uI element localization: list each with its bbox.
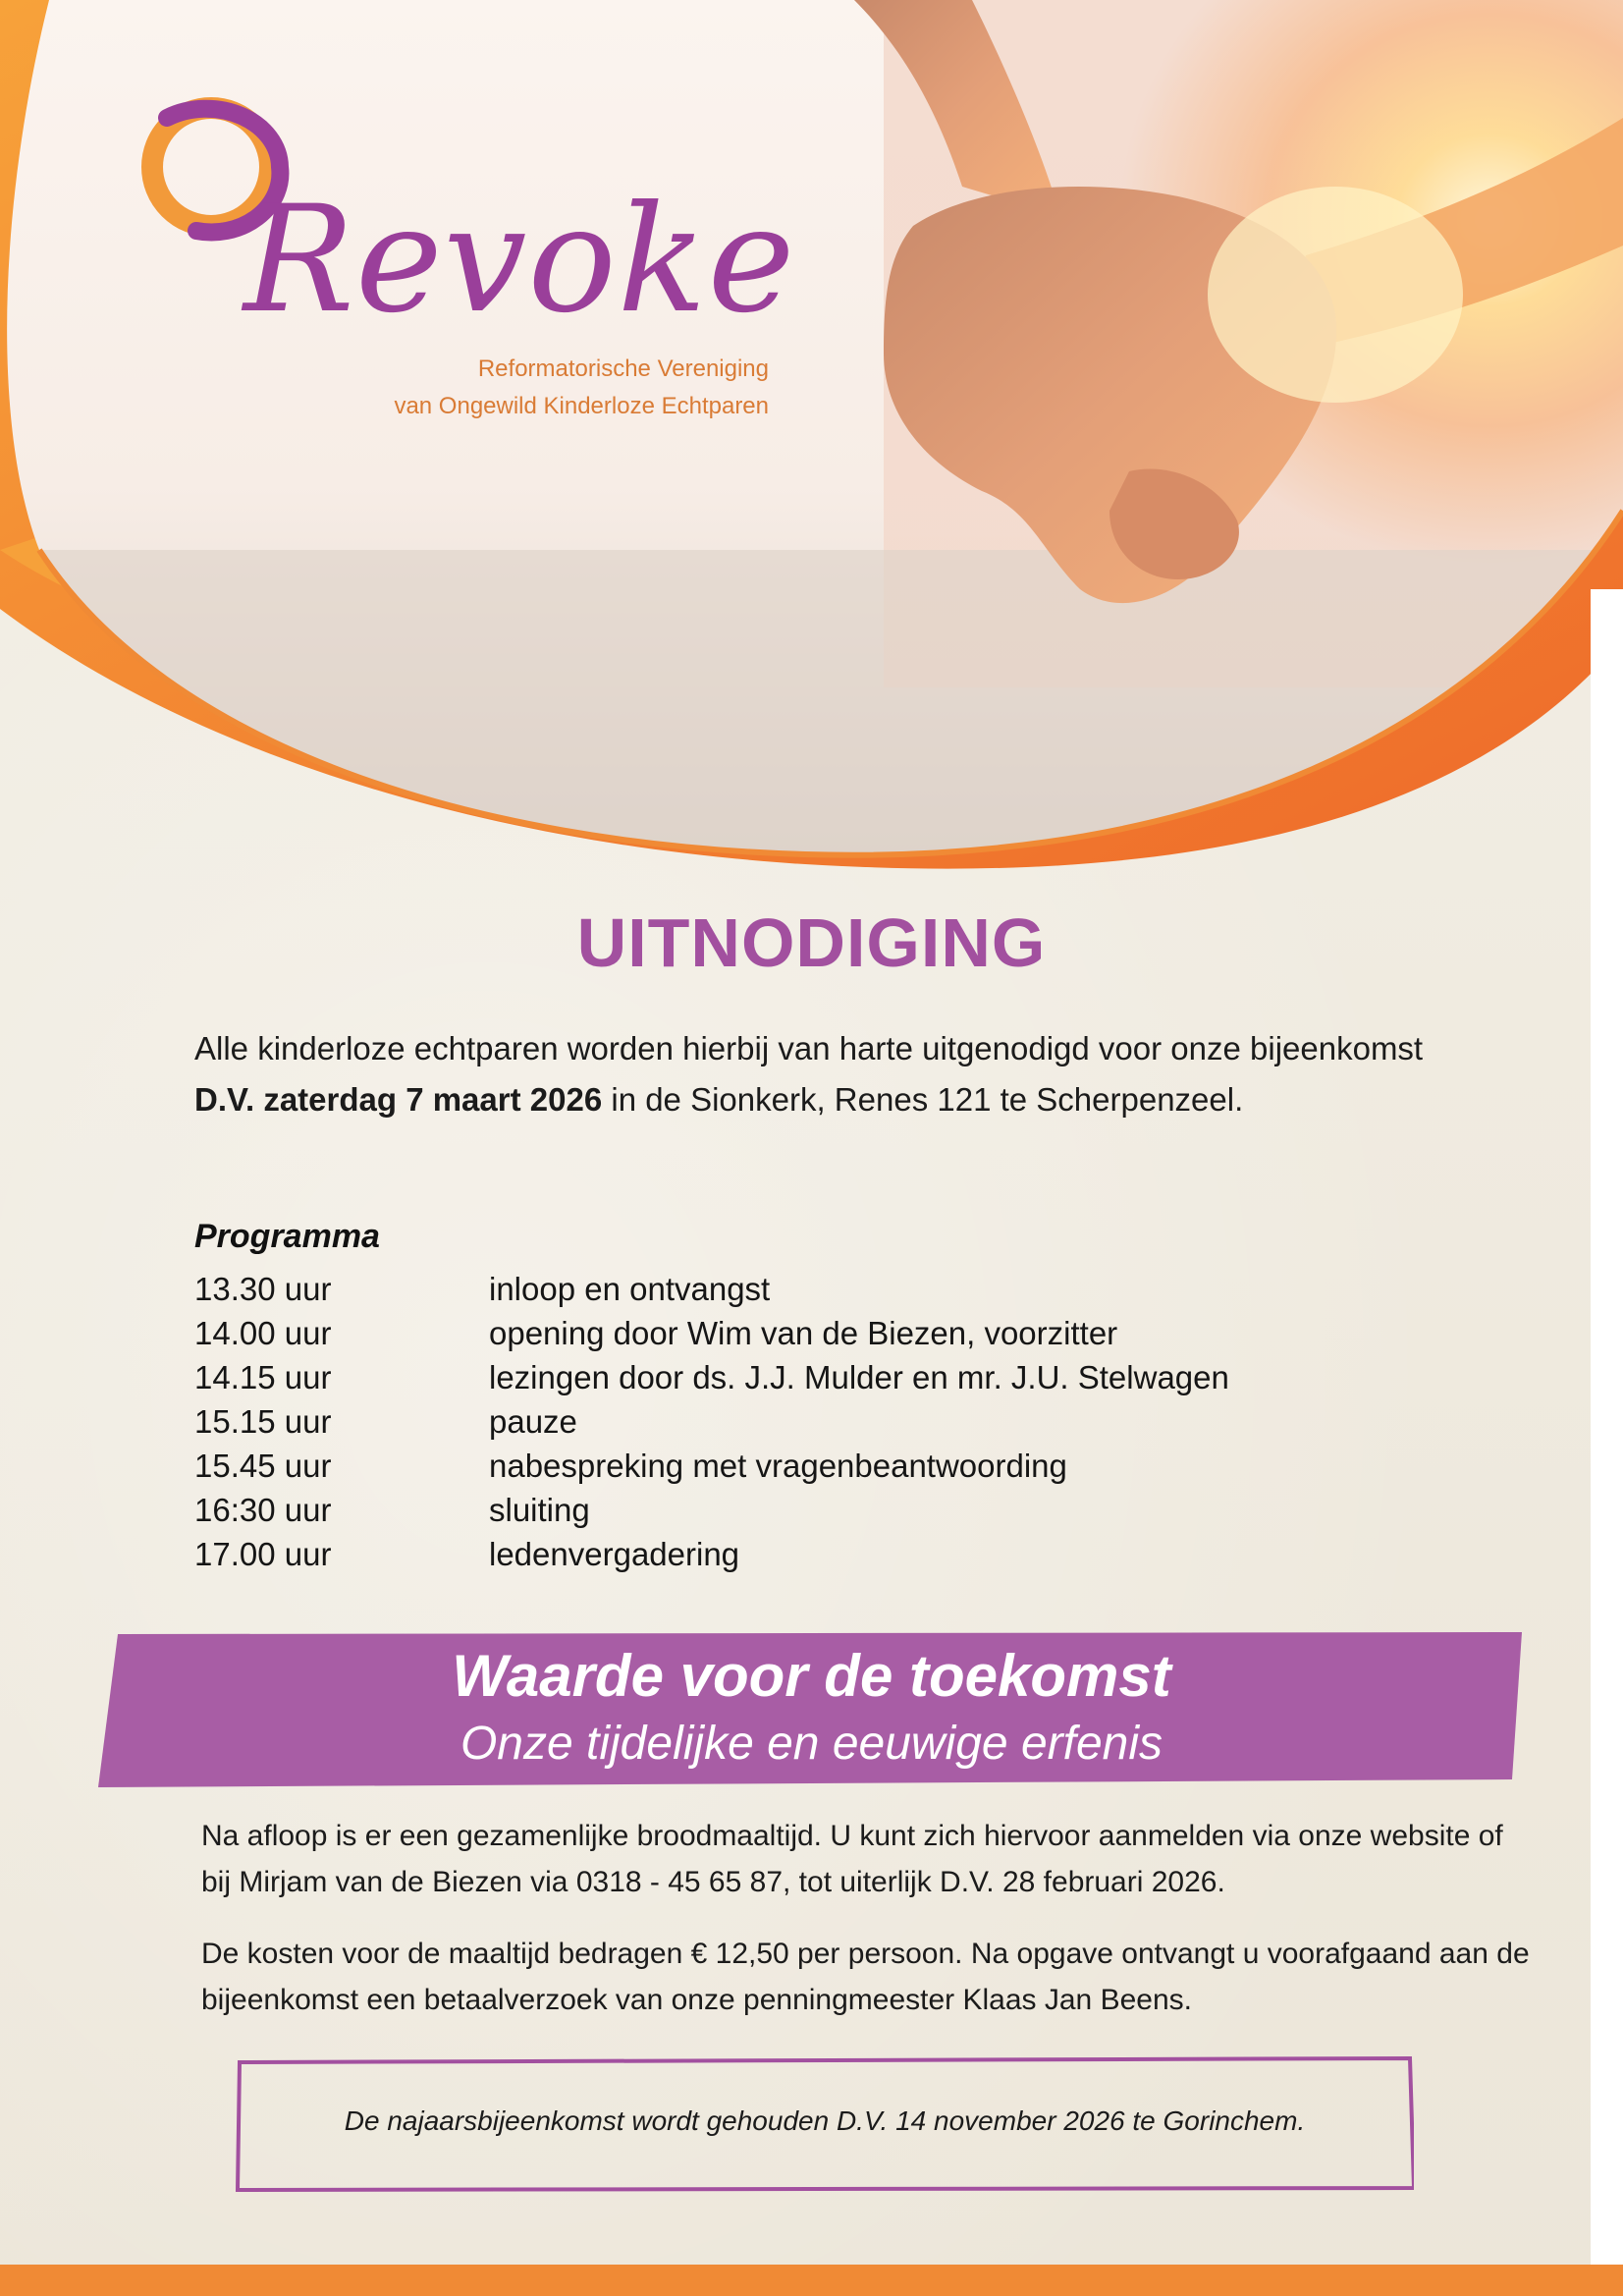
schedule-time: 17.00 uur <box>194 1535 332 1572</box>
schedule-description: nabespreking met vragenbeantwoording <box>489 1447 1067 1484</box>
intro-date-emphasis: D.V. zaterdag 7 maart 2026 <box>194 1081 603 1118</box>
invitation-intro <box>194 1023 1471 1125</box>
schedule-row <box>194 1399 1373 1444</box>
autumn-meeting-notice: De najaarsbijeenkomst wordt gehouden D.V. 14 november 2026 te Gorinchem. <box>344 2105 1306 2136</box>
schedule-row <box>194 1355 1373 1399</box>
schedule-description: pauze <box>489 1402 577 1440</box>
schedule-row <box>194 1311 1373 1355</box>
schedule-row <box>194 1267 1373 1311</box>
invitation-title: UITNODIGING <box>576 904 1047 981</box>
schedule-description: ledenvergadering <box>489 1535 740 1572</box>
logo-subtitle-line-1: Reformatorische Vereniging <box>477 355 769 382</box>
schedule-description: sluiting <box>489 1491 590 1528</box>
logo-subtitle-line-2: van Ongewild Kinderloze Echtparen <box>394 393 769 419</box>
page-edge <box>1591 589 1623 2265</box>
theme-subtitle: Onze tijdelijke en eeuwige erfenis <box>460 1718 1163 1770</box>
program-heading: Programma <box>194 1218 380 1255</box>
costs-info-paragraph: De kosten voor de maaltijd bedragen € 12,50 per persoon. Na opgave ontvangt u voorafgaand aan de bijeenkomst een betaalverzoek van onze penningmeester Klaas Jan Beens. <box>201 1938 1530 2016</box>
logo-wordmark: Revoke <box>243 175 796 346</box>
schedule-description: opening door Wim van de Biezen, voorzitter <box>489 1314 1118 1351</box>
footer-bar <box>0 2265 1623 2296</box>
intro-text-start: Alle kinderloze echtparen worden hierbij van harte uitgenodigd voor onze bijeenkomst <box>194 1030 1424 1066</box>
schedule-time: 14.15 uur <box>194 1358 332 1395</box>
schedule-time: 16:30 uur <box>194 1491 332 1528</box>
schedule-description: lezingen door ds. J.J. Mulder en mr. J.U. Stelwagen <box>489 1358 1229 1395</box>
schedule-time: 15.15 uur <box>194 1402 332 1440</box>
schedule-row <box>194 1488 1373 1532</box>
schedule-description: inloop en ontvangst <box>489 1270 771 1307</box>
program-schedule <box>194 1267 1373 1576</box>
schedule-time: 14.00 uur <box>194 1314 332 1351</box>
theme-title: Waarde voor de toekomst <box>452 1643 1171 1709</box>
schedule-row <box>194 1532 1373 1576</box>
meal-info-paragraph: Na afloop is er een gezamenlijke broodmaaltijd. U kunt zich hiervoor aanmelden via onze website of bij Mirjam van de Biezen via 0318 - 45 65 87, tot uiterlijk D.V. 28 februari 2026. <box>201 1820 1503 1898</box>
schedule-time: 13.30 uur <box>194 1270 332 1307</box>
schedule-row <box>194 1444 1373 1488</box>
header-artwork <box>0 0 1623 884</box>
intro-text-end: in de Sionkerk, Renes 121 te Scherpenzeel. <box>602 1081 1244 1118</box>
schedule-time: 15.45 uur <box>194 1447 332 1484</box>
